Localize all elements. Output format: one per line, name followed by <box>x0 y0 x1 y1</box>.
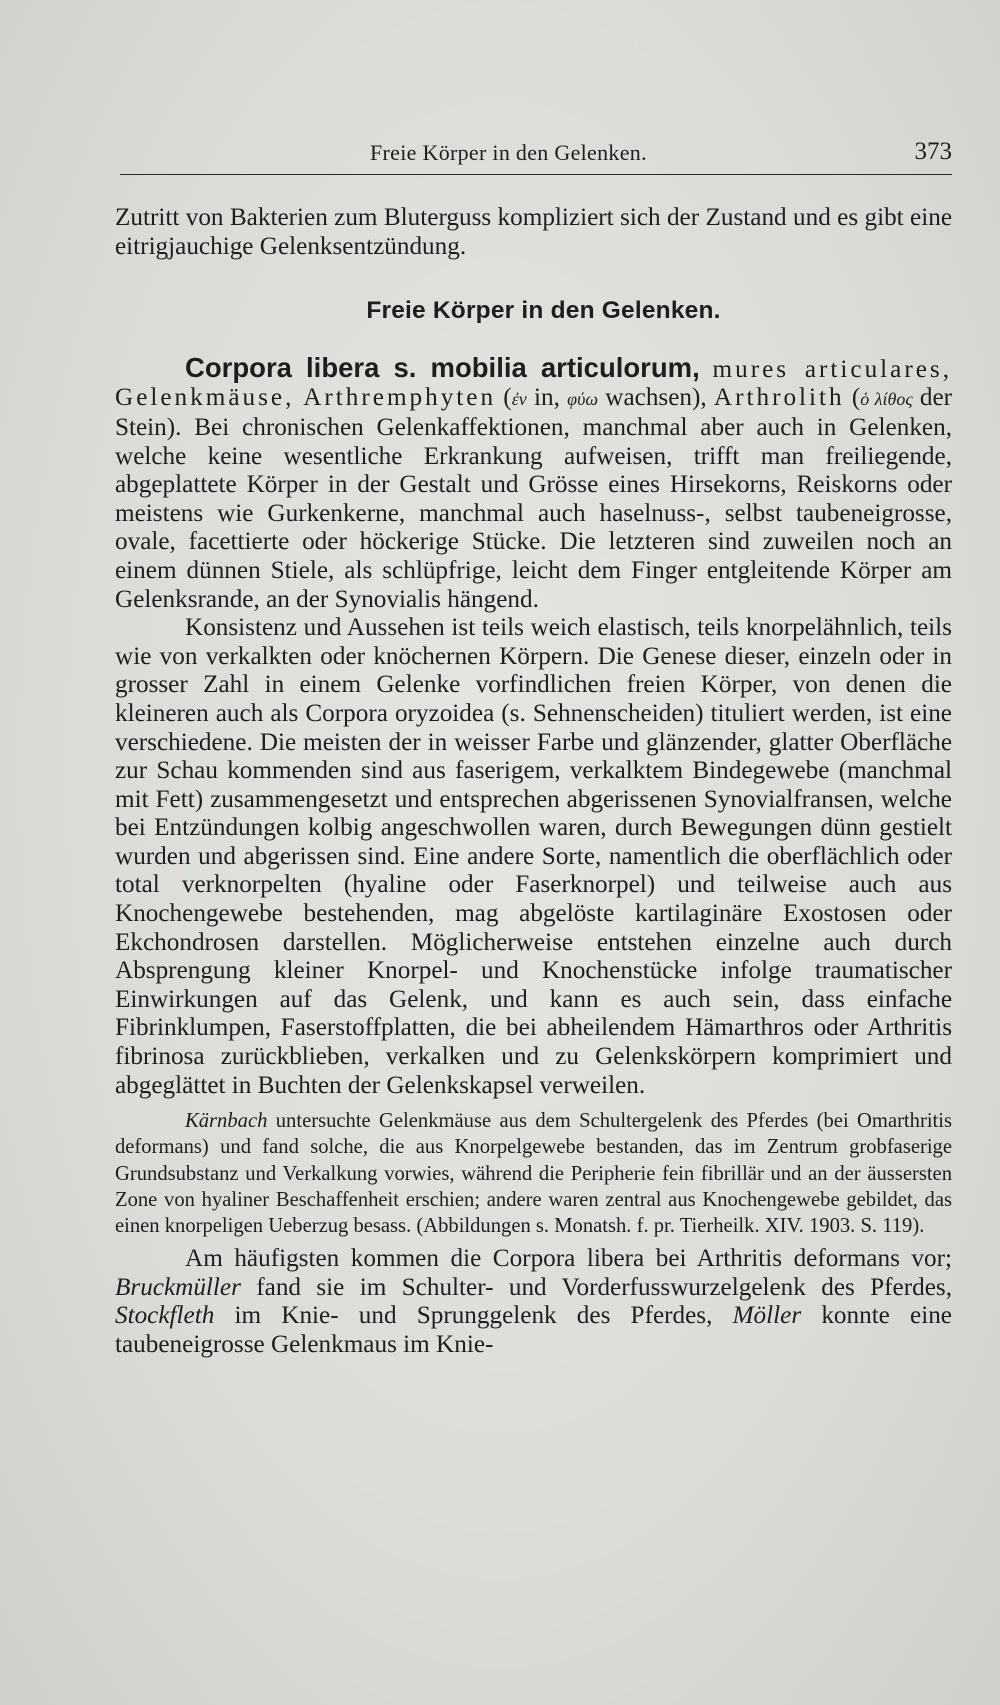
author-name: Bruckmüller <box>115 1273 241 1301</box>
synonym-terms: mures articulares, Gelenkmäuse, Arthremphyten <box>115 355 953 412</box>
running-title: Freie Körper in den Gelenken. <box>370 140 647 165</box>
lead-term: Corpora libera s. mobilia articulorum, <box>185 351 700 383</box>
paragraph-corpora-libera <box>115 351 953 614</box>
greek-word: φύω <box>567 389 599 410</box>
author-name: Möller <box>732 1302 802 1330</box>
author-name: Kärnbach <box>185 1110 268 1133</box>
greek-word: ἐν <box>511 389 527 410</box>
text-segment: ( <box>496 384 512 412</box>
text-segment: in, <box>526 384 568 412</box>
page-header <box>120 138 952 175</box>
body-text <box>115 204 952 1360</box>
text-segment: Am häufigsten kommen die Corpora libera bei Arthritis deformans vor; <box>185 1245 952 1273</box>
synonym-term-arthrolith: Arthrolith <box>713 384 845 412</box>
note-text: untersuchte Gelenkmäuse aus dem Schultergelenk des Pferdes (bei Omarthritis deformans) und fand solche, die aus Knorpelgewebe bestanden, das im Zentrum grobfaserige Grundsubstanz und Verkalkung vorwies, während die Peripherie fein fibrillär und an der äussersten Zone von hyaliner Beschaffenheit erschien; andere waren zentral aus Knochengewebe gebildet, das einen knorpeligen Ueberzug besass. (Abbildungen s. Monatsh. f. pr. Tierheilk. XIV. 1903. S. 119). <box>115 1110 952 1238</box>
text-segment: fand sie im Schulter- und Vorderfusswurzelgelenk des Pferdes, <box>240 1273 952 1301</box>
greek-word: ὁ λίθος <box>860 389 913 410</box>
section-heading: Freie Körper in den Gelenken. <box>366 297 721 325</box>
text-segment: im Knie- und Sprunggelenk des Pferdes, <box>214 1302 733 1330</box>
paragraph-consistency: Konsistenz und Aussehen ist teils weich elastisch, teils knorpelähnlich, teils wie von verkalkten oder knöchernen Körpern. Die Genese dieser, einzeln oder in grosser Zahl in einem Gelenke vorfindlichen freien Körper, von denen die kleineren auch als Corpora oryzoidea (s. Sehnenscheiden) tituliert werden, ist eine verschiedene. Die meisten der in weisser Farbe und glänzender, glatter Oberfläche zur Schau kommenden sind aus faserigem, verkalktem Bindegewebe (manchmal mit Fett) zusammengesetzt und entsprechen abgerissenen Synovialfransen, welche bei Entzündungen kolbig angeschwollen waren, durch Bewegungen dünn gestielt wurden und abgerissen sind. Eine andere Sorte, namentlich die oberflächlich oder total verknorpelten (hyaline oder Faserknorpel) und teilweise auch aus Knochengewebe bestehenden, mag abgelöste kartilaginäre Exostosen oder Ekchondrosen darstellen. Möglicherweise entstehen einzelne auch durch Absprengung kleiner Knorpel- und Knochenstücke infolge traumatischer Einwirkungen auf das Gelenk, und kann es auch sein, dass einfache Fibrinklumpen, Faserstoffplatten, die bei abheilendem Hämarthros oder Arthritis fibrinosa zurückblieben, verkalken und zu Gelenkskörpern komprimiert und abgeglättet in Buchten der Gelenkskapsel verweilen. <box>115 614 952 1099</box>
text-segment: wachsen), <box>598 384 714 412</box>
paragraph-frequency <box>115 1245 952 1359</box>
intro-paragraph: Zutritt von Bakterien zum Bluterguss kompliziert sich der Zustand und es gibt eine eitrigjauchige Gelenksentzündung. <box>115 204 952 260</box>
page-number: 373 <box>914 138 952 165</box>
small-print-note <box>115 1108 952 1239</box>
author-name: Stockfleth <box>115 1302 215 1330</box>
text-segment: der Stein). Bei chronischen Gelenkaffektionen, manchmal aber auch in Gelenken, welche keine wesentliche Erkrankung aufweisen, trifft man freiliegende, abgeplattete Körper in der Gestalt und Grösse eines Hirsekorns, Reiskorns oder meistens wie Gurkenkerne, manchmal auch haselnuss-, selbst taubeneigrosse, ovale, facettierte oder höckerige Stücke. Die letzteren sind zuweilen noch an einem dünnen Stiele, als schlüpfrige, leicht dem Finger entgleitende Körper am Gelenksrande, an der Synovialis hängend. <box>115 384 953 613</box>
text-segment: konnte eine taubeneigrosse Gelenkmaus im Knie- <box>115 1302 952 1359</box>
text-segment: ( <box>844 384 861 412</box>
